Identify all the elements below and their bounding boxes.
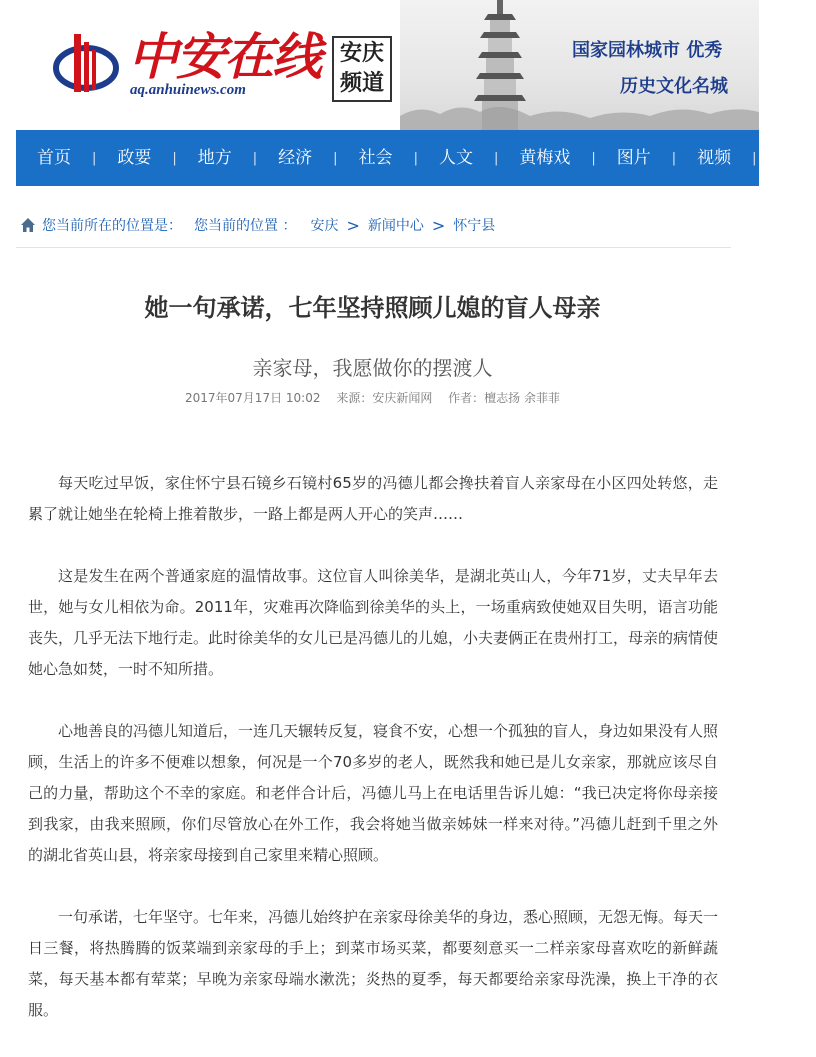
- nav-item-photos[interactable]: 图片: [616, 148, 651, 168]
- nav-item-video[interactable]: 视频: [697, 148, 732, 168]
- channel-badge: [332, 36, 392, 102]
- channel-line-2: 频道: [339, 70, 384, 96]
- nav-separator: |: [172, 150, 177, 166]
- article-date: 2017年07月17日 10:02: [185, 391, 321, 405]
- nav-separator: |: [252, 150, 258, 166]
- nav-item-society[interactable]: 社会: [358, 148, 393, 168]
- breadcrumb-link-anqing[interactable]: 安庆: [310, 218, 339, 234]
- article-title: 她一句承诺，七年坚持照顾儿媳的盲人母亲: [144, 294, 601, 322]
- breadcrumb-arrow: >: [431, 215, 446, 235]
- channel-line-1: 安庆: [339, 40, 384, 66]
- article-paragraph: 每天吃过早饭，家住怀宁县石镜乡石镜村65岁的冯德儿都会搀扶着盲人亲家母在小区四处转悠，走累了就让她坐在轮椅上推着散步，一路上都是两人开心的笑声……: [28, 474, 718, 523]
- breadcrumb-current-label: 您当前的位置 ：: [194, 218, 297, 234]
- article-source: 来源：安庆新闻网: [336, 391, 433, 405]
- nav-item-culture[interactable]: 人文: [438, 148, 473, 168]
- article-paragraph: 一句承诺，七年坚守。七年来，冯德儿始终护在亲家母徐美华的身边，悉心照顾，无怨无悔。每天一日三餐，将热腾腾的饭菜端到亲家母的手上；到菜市场买菜，都要刻意买一二样亲家母喜欢吃的新鲜蔬菜，每天基本都有荤菜；早晚为亲家母端水漱洗；炎热的夏季，每天都要给亲家母洗澡，换上干净的衣服。: [28, 908, 719, 1019]
- article-author: 作者：檀志扬 余菲菲: [448, 391, 560, 405]
- logo-url[interactable]: aq.anhuinews.com: [130, 82, 246, 98]
- breadcrumb-divider: [16, 247, 731, 248]
- nav-separator: |: [671, 150, 677, 166]
- nav-item-local[interactable]: 地方: [197, 148, 232, 168]
- article-meta: [0, 389, 745, 406]
- breadcrumb: [20, 212, 730, 238]
- article-subtitle: 亲家母，我愿做你的摆渡人: [252, 356, 493, 380]
- nav-item-economy[interactable]: 经济: [278, 148, 313, 168]
- site-header: [0, 0, 759, 130]
- article-body: [28, 468, 718, 1057]
- breadcrumb-prefix: 您当前所在的位置是：: [42, 218, 182, 234]
- nav-item-politics[interactable]: 政要: [117, 148, 152, 168]
- nav-separator: |: [333, 150, 338, 166]
- logo-text[interactable]: 中安在线: [128, 27, 320, 86]
- breadcrumb-arrow: >: [346, 215, 360, 235]
- article-paragraph: 心地善良的冯德儿知道后，一连几天辗转反复，寝食不安，心想一个孤独的盲人，身边如果没有人照顾，生活上的许多不便难以想象，何况是一个70多岁的老人，既然我和她已是儿女亲家，那就应该尽自己的力量，帮助这个不幸的家庭。和老伴合计后，冯德儿马上在电话里告诉儿媳：“我已决定将你母亲接到我家，由我来照顾，你们尽管放心在外工作，我会将她当做亲姊妹一样来对待。”冯德儿赶到千里之外的湖北省英山县，将亲家母接到自己家里来精心照顾。: [28, 722, 719, 864]
- slogan-line-2: 历史文化名城: [620, 76, 728, 97]
- logo-globe-icon[interactable]: [52, 28, 122, 98]
- article-paragraph: 这是发生在两个普通家庭的温情故事。这位盲人叫徐美华，是湖北英山人，今年71岁，丈夫早年去世，她与女儿相依为命。2011年，灾难再次降临到徐美华的头上，一场重病致使她双目失明，语言功能丧失，几乎无法下地行走。此时徐美华的女儿已是冯德儿的儿媳，小夫妻俩正在贵州打工，母亲的病情使她心急如焚，一时不知所措。: [28, 567, 719, 678]
- home-icon: [20, 217, 36, 233]
- slogan-line-1: 国家园林城市 优秀: [572, 40, 723, 61]
- breadcrumb-link-news-center[interactable]: 新闻中心: [367, 218, 424, 234]
- nav-item-home[interactable]: 首页: [37, 148, 71, 168]
- nav-separator: |: [752, 150, 757, 166]
- nav-separator: |: [413, 150, 418, 166]
- nav-separator: |: [493, 150, 499, 166]
- nav-item-education[interactable]: 教: [777, 148, 795, 168]
- nav-separator: |: [591, 150, 596, 166]
- nav-item-huangmei-opera[interactable]: 黄梅戏: [519, 148, 571, 168]
- trees-silhouette: [400, 96, 759, 130]
- breadcrumb-link-huaining[interactable]: 怀宁县: [453, 218, 496, 234]
- main-nav: [16, 130, 795, 186]
- nav-separator: |: [92, 150, 97, 166]
